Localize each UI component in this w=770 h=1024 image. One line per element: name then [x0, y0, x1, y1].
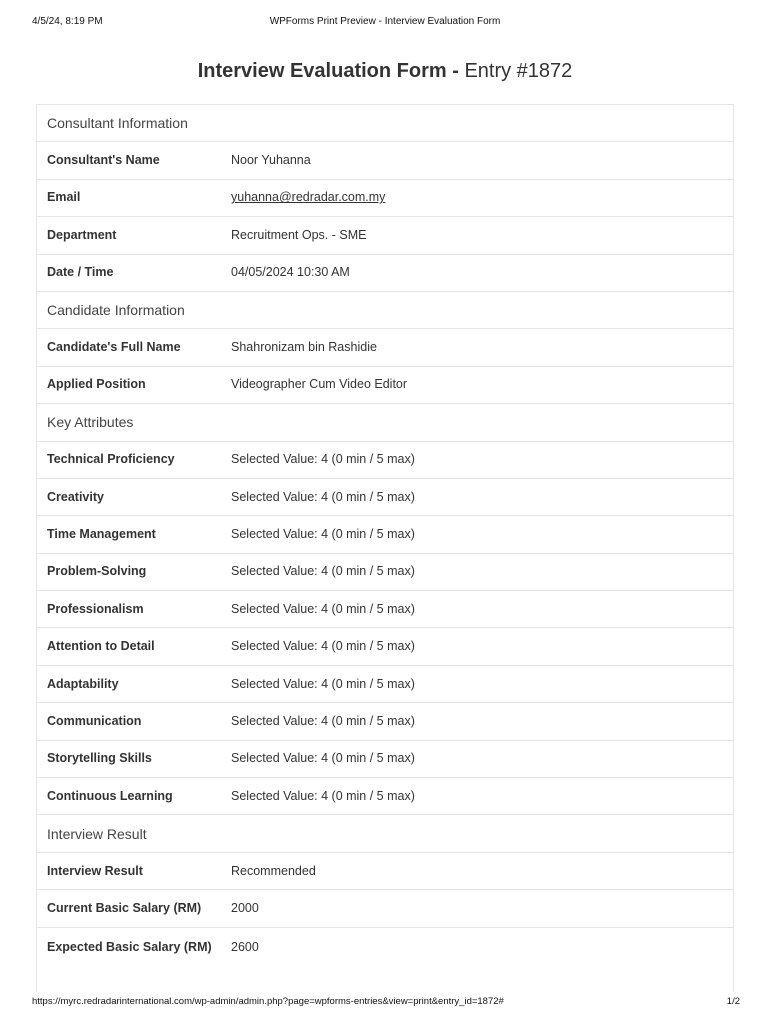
field-value — [231, 188, 733, 207]
field-expected-basic-salary — [37, 928, 733, 992]
field-value: Selected Value: 4 (0 min / 5 max) — [231, 452, 415, 467]
field-creativity — [37, 479, 733, 516]
field-attention-to-detail — [37, 628, 733, 665]
field-label: Communication — [47, 713, 142, 728]
field-label: Applied Position — [47, 377, 146, 392]
print-page-title: WPForms Print Preview - Interview Evaluation Form — [269, 16, 501, 27]
page-number: 1/2 — [726, 996, 740, 1007]
field-consultant-name — [37, 142, 733, 179]
field-value: Noor Yuhanna — [231, 153, 311, 168]
field-professionalism — [37, 591, 733, 628]
field-value: Shahronizam bin Rashidie — [231, 340, 377, 355]
field-date-time — [37, 255, 733, 292]
field-value: Recommended — [231, 863, 316, 878]
field-value: Selected Value: 4 (0 min / 5 max) — [231, 788, 415, 803]
print-datetime: 4/5/24, 8:19 PM — [32, 16, 103, 27]
field-value: Selected Value: 4 (0 min / 5 max) — [231, 751, 415, 766]
field-label: Creativity — [47, 489, 104, 504]
section-consultant-information — [37, 105, 733, 142]
field-label: Technical Proficiency — [47, 452, 175, 467]
field-email — [37, 180, 733, 217]
section-interview-result — [37, 815, 733, 852]
field-label: Time Management — [47, 526, 156, 541]
print-footer — [32, 996, 738, 1010]
field-value: Selected Value: 4 (0 min / 5 max) — [231, 601, 415, 616]
print-url: https://myrc.redradarinternational.com/wp-admin/admin.php?page=wpforms-entries&view=print&entry_id=1872# — [32, 996, 504, 1007]
field-label: Problem-Solving — [47, 564, 147, 579]
entry-table — [36, 104, 734, 992]
field-label: Interview Result — [47, 863, 143, 878]
field-current-basic-salary — [37, 890, 733, 927]
form-title-name: Interview Evaluation Form - — [197, 60, 459, 82]
field-value: 04/05/2024 10:30 AM — [231, 265, 350, 280]
field-label: Professionalism — [47, 601, 144, 616]
field-value: Selected Value: 4 (0 min / 5 max) — [231, 639, 415, 654]
section-candidate-information — [37, 292, 733, 329]
field-adaptability — [37, 666, 733, 703]
field-value: Selected Value: 4 (0 min / 5 max) — [231, 713, 415, 728]
field-continuous-learning — [37, 778, 733, 815]
field-label: Storytelling Skills — [47, 751, 152, 766]
field-label: Candidate's Full Name — [47, 340, 181, 355]
section-heading: Interview Result — [47, 825, 147, 842]
field-value: Selected Value: 4 (0 min / 5 max) — [231, 526, 415, 541]
field-label: Continuous Learning — [47, 788, 173, 803]
field-label: Expected Basic Salary (RM) — [47, 939, 212, 954]
print-header — [32, 16, 738, 30]
field-label: Attention to Detail — [47, 639, 155, 654]
field-interview-result — [37, 853, 733, 890]
field-department — [37, 217, 733, 254]
field-label: Adaptability — [47, 676, 119, 691]
field-value: Selected Value: 4 (0 min / 5 max) — [231, 676, 415, 691]
field-label: Department — [47, 227, 117, 242]
field-applied-position — [37, 367, 733, 404]
section-heading: Candidate Information — [47, 302, 185, 319]
field-label: Current Basic Salary (RM) — [47, 900, 202, 915]
field-label: Email — [47, 190, 81, 205]
section-key-attributes — [37, 404, 733, 441]
field-label: Date / Time — [47, 265, 114, 280]
field-value: Recruitment Ops. - SME — [231, 227, 367, 242]
field-communication — [37, 703, 733, 740]
field-candidate-full-name — [37, 329, 733, 366]
field-storytelling-skills — [37, 741, 733, 778]
form-entry-number: Entry #1872 — [464, 60, 573, 82]
field-value: Selected Value: 4 (0 min / 5 max) — [231, 489, 415, 504]
field-label: Consultant's Name — [47, 153, 160, 168]
form-title — [0, 60, 770, 83]
field-value: Selected Value: 4 (0 min / 5 max) — [231, 564, 415, 579]
email-link[interactable]: yuhanna@redradar.com.my — [231, 190, 386, 205]
section-heading: Consultant Information — [47, 115, 188, 132]
field-technical-proficiency — [37, 442, 733, 479]
field-value: 2600 — [231, 939, 259, 954]
field-problem-solving — [37, 554, 733, 591]
field-value: Videographer Cum Video Editor — [231, 377, 408, 392]
field-time-management — [37, 516, 733, 553]
section-heading: Key Attributes — [47, 414, 134, 431]
field-value: 2000 — [231, 900, 259, 915]
